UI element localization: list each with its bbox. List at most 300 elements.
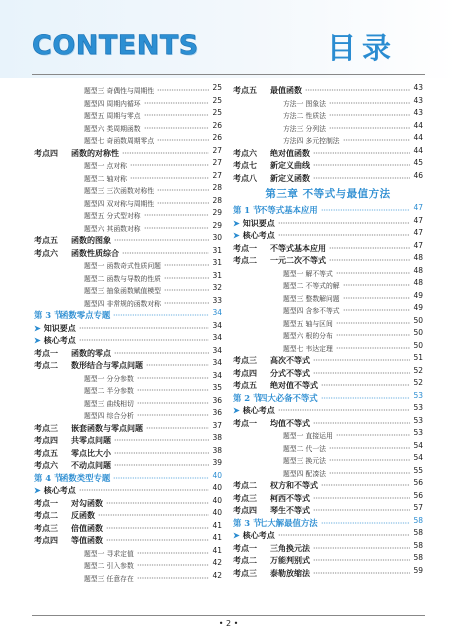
dot-leader — [146, 420, 209, 433]
toc-entry[interactable] — [34, 382, 222, 395]
dot-leader — [336, 265, 410, 278]
section-title: 函数零点专题 — [60, 310, 111, 320]
toc-entry[interactable] — [34, 432, 222, 445]
section-number: 第 3 节 — [233, 517, 262, 528]
page-ref: 34 — [211, 370, 222, 383]
toc-entry[interactable] — [34, 445, 222, 458]
toc-entry[interactable] — [34, 357, 222, 370]
dot-leader — [313, 352, 410, 365]
toc-entry-text: 方法三 分列法 — [283, 124, 326, 133]
toc-entry-number: 考点三 — [34, 422, 58, 433]
dot-leader — [329, 252, 410, 265]
toc-entry[interactable] — [233, 365, 423, 378]
arrow-icon: ➤ — [233, 230, 240, 240]
toc-entry[interactable] — [233, 390, 423, 403]
toc-entry[interactable] — [34, 407, 222, 420]
toc-entry-text: 题型五 分式型对称 — [84, 212, 141, 220]
toc-entry[interactable] — [34, 507, 222, 520]
toc-entry-number: 考点二 — [233, 555, 257, 565]
toc-entry[interactable] — [34, 420, 222, 433]
toc-entry[interactable] — [34, 257, 222, 270]
dot-leader — [313, 365, 410, 378]
page-ref: 41 — [211, 532, 222, 545]
toc-entry-text: 核心考点 — [242, 230, 275, 240]
toc-entry[interactable] — [34, 520, 222, 533]
dot-leader — [114, 457, 209, 470]
toc-left-column — [34, 82, 222, 582]
toc-entry-number: 考点一 — [233, 242, 257, 253]
toc-entry-text: 题型三 换元法 — [283, 457, 326, 465]
page-ref: 41 — [211, 520, 222, 533]
toc-entry-text: 题型一 函数奇式性质问题 — [84, 262, 161, 270]
page-ref: 52 — [412, 377, 423, 390]
toc-entry[interactable] — [34, 532, 222, 545]
toc-entry-text: 题型一 解不等式 — [283, 269, 333, 278]
toc-entry[interactable] — [233, 515, 423, 528]
toc-entry[interactable] — [233, 502, 423, 515]
toc-entry-text: 函数的零点 — [71, 347, 111, 358]
page-ref: 41 — [211, 545, 222, 558]
toc-entry[interactable] — [34, 282, 222, 295]
page-ref: 42 — [211, 570, 222, 583]
dot-leader — [79, 482, 209, 495]
toc-entry-text: 高次不等式 — [270, 355, 310, 365]
toc-entry[interactable] — [34, 545, 222, 558]
toc-entry-text: 知识要点 — [43, 322, 76, 333]
toc-entry-text: 倍值函数 — [71, 522, 103, 533]
toc-entry-number: 考点一 — [233, 542, 257, 553]
toc-entry[interactable] — [233, 440, 423, 453]
toc-entry-text: 题型一 直接运用 — [283, 432, 333, 440]
dot-leader — [321, 477, 410, 490]
dot-leader — [113, 307, 209, 320]
toc-entry[interactable] — [233, 340, 423, 353]
toc-entry[interactable] — [233, 352, 423, 365]
toc-entry-text: 方法二 性质法 — [283, 112, 326, 120]
toc-entry-text: 万能判别式 — [270, 555, 310, 565]
dot-leader — [329, 452, 410, 465]
page-ref: 49 — [412, 290, 423, 303]
toc-entry[interactable] — [233, 477, 423, 490]
toc-entry-text: 三角换元法 — [270, 542, 310, 553]
page-ref: 34 — [211, 307, 222, 320]
toc-entry-text: 题型四 综合分析 — [84, 412, 134, 420]
chapter-title: 第三章 不等式与最值方法 — [265, 188, 391, 200]
page-ref: 47 — [412, 240, 423, 253]
dot-leader — [157, 82, 209, 95]
toc-entry-text: 新定义函数 — [270, 172, 310, 183]
section-title: 七大解最值方法 — [259, 517, 318, 528]
toc-entry[interactable] — [34, 245, 222, 258]
toc-entry-text: 对勾函数 — [71, 497, 103, 508]
page-ref: 34 — [211, 357, 222, 370]
toc-entry[interactable] — [233, 95, 423, 108]
toc-entry-number: 考点三 — [34, 522, 58, 533]
toc-entry-text: 题型七 韦达定理 — [283, 344, 333, 353]
toc-entry-number: 考点三 — [233, 492, 257, 503]
page-ref: 27 — [211, 145, 222, 158]
toc-entry-text: 函数的图象 — [71, 235, 111, 245]
toc-entry-text: 题型三 抽象函数赋值模型 — [84, 287, 161, 295]
page-ref: 35 — [211, 382, 222, 395]
page-ref: 31 — [211, 270, 222, 283]
toc-entry-number: 考点四 — [34, 147, 58, 158]
page-ref: 51 — [412, 352, 423, 365]
toc-entry[interactable] — [34, 457, 222, 470]
dot-leader — [79, 320, 209, 333]
toc-entry-label — [84, 573, 134, 586]
toc-entry[interactable] — [34, 95, 222, 108]
page-ref: 56 — [412, 490, 423, 503]
toc-entry[interactable] — [233, 145, 423, 158]
page-ref: 58 — [412, 552, 423, 565]
toc-entry[interactable] — [233, 552, 423, 565]
top-divider — [32, 74, 425, 75]
toc-entry-text: 题型一 点对称 — [84, 162, 127, 170]
page-ref: 36 — [211, 407, 222, 420]
toc-entry[interactable] — [34, 120, 222, 133]
page-ref: 59 — [412, 565, 423, 578]
toc-entry-text: 题型六 类周期函数 — [84, 124, 141, 133]
page-ref: 45 — [412, 157, 423, 170]
toc-entry[interactable] — [34, 470, 222, 483]
dot-leader — [343, 132, 410, 145]
dot-leader — [336, 340, 410, 353]
dot-leader — [122, 145, 209, 158]
toc-entry-text: 零点比大小 — [71, 447, 111, 458]
dot-leader — [164, 295, 209, 308]
page-ref: 53 — [412, 427, 423, 440]
dot-leader — [278, 527, 410, 540]
dot-leader — [144, 107, 209, 120]
dot-leader — [321, 515, 410, 528]
toc-entry[interactable] — [34, 295, 222, 308]
toc-entry[interactable] — [233, 170, 423, 183]
toc-entry[interactable] — [34, 332, 222, 345]
toc-entry-number: 考点六 — [34, 460, 58, 470]
dot-leader — [164, 270, 209, 283]
page-ref: 40 — [211, 470, 222, 483]
dot-leader — [329, 465, 410, 478]
toc-entry[interactable] — [34, 307, 222, 320]
dot-leader — [98, 507, 209, 520]
toc-entry-number: 考点一 — [34, 497, 58, 508]
toc-entry-number: 考点七 — [233, 160, 257, 170]
toc-entry-label — [233, 567, 310, 580]
section-title: 不等式基本应用 — [259, 205, 318, 215]
page-ref: 58 — [412, 515, 423, 528]
toc-entry-text: 题型二 半分参数 — [84, 387, 134, 395]
toc-entry-text: 题型三 奇偶性与周期性 — [84, 87, 155, 95]
toc-entry-text: 题型四 非常规的函数对称 — [84, 299, 161, 308]
dot-leader — [137, 557, 209, 570]
toc-entry[interactable] — [233, 415, 423, 428]
toc-entry-number: 考点三 — [233, 567, 257, 578]
page-ref: 37 — [211, 420, 222, 433]
toc-entry-text: 柯西不等式 — [270, 492, 310, 503]
toc-entry[interactable] — [34, 207, 222, 220]
dot-leader — [114, 345, 209, 358]
toc-entry[interactable] — [233, 240, 423, 253]
dot-leader — [305, 82, 410, 95]
dot-leader — [336, 427, 410, 440]
page-ref: 34 — [211, 332, 222, 345]
toc-entry-label — [265, 184, 390, 204]
dot-leader — [130, 157, 209, 170]
toc-entry-text: 函数性质综合 — [71, 247, 119, 258]
page-ref: 44 — [412, 145, 423, 158]
dot-leader — [336, 327, 410, 340]
toc-entry-text: 数形结合与零点问题 — [71, 360, 143, 370]
toc-entry[interactable] — [233, 107, 423, 120]
contents-label: CONTENTS — [32, 30, 199, 61]
section-number: 第 2 节 — [233, 392, 262, 403]
toc-entry[interactable] — [34, 82, 222, 95]
toc-right-column — [233, 82, 423, 577]
dot-leader — [130, 170, 209, 183]
page-ref: 57 — [412, 502, 423, 515]
bottom-divider — [32, 615, 425, 616]
toc-entry[interactable] — [34, 132, 222, 145]
toc-entry-number: 考点八 — [233, 172, 257, 183]
dot-leader — [278, 215, 410, 228]
toc-entry[interactable] — [233, 465, 423, 478]
dot-leader — [164, 257, 209, 270]
page-ref: 54 — [412, 440, 423, 453]
dot-leader — [343, 302, 410, 315]
toc-entry-text: 题型六 其函数对称 — [84, 224, 141, 233]
dot-leader — [313, 157, 410, 170]
toc-entry[interactable] — [233, 290, 423, 303]
dot-leader — [144, 207, 209, 220]
toc-entry[interactable] — [34, 495, 222, 508]
page-ref: 27 — [211, 157, 222, 170]
dot-leader — [113, 470, 209, 483]
page-ref: 48 — [412, 265, 423, 278]
toc-entry[interactable] — [233, 527, 423, 540]
page-header — [0, 0, 457, 78]
toc-entry[interactable] — [34, 107, 222, 120]
page-ref: 49 — [412, 302, 423, 315]
dot-leader — [114, 445, 209, 458]
toc-entry[interactable] — [34, 220, 222, 233]
arrow-icon: ➤ — [34, 322, 41, 333]
page-ref: 32 — [211, 282, 222, 295]
toc-entry[interactable] — [34, 320, 222, 333]
toc-entry-text: 琴生不等式 — [270, 505, 310, 515]
toc-entry-text: 题型三 曲线相切 — [84, 399, 134, 408]
toc-entry[interactable] — [34, 182, 222, 195]
toc-entry[interactable] — [34, 482, 222, 495]
toc-entry-number: 考点二 — [233, 255, 257, 265]
toc-entry[interactable] — [34, 170, 222, 183]
dot-leader — [329, 107, 410, 120]
page-ref: 43 — [412, 82, 423, 95]
toc-entry-text: 题型六 根的分布 — [283, 332, 333, 340]
toc-entry-text: 题型四 配凑法 — [283, 469, 326, 478]
toc-entry[interactable] — [233, 132, 423, 145]
dot-leader — [122, 245, 209, 258]
page-ref: 42 — [211, 557, 222, 570]
page-ref: 39 — [211, 457, 222, 470]
dot-leader — [313, 490, 410, 503]
dot-leader — [336, 315, 410, 328]
dot-leader — [313, 145, 410, 158]
toc-entry[interactable] — [233, 315, 423, 328]
toc-entry-text: 函数的对称性 — [71, 147, 119, 158]
toc-entry-text: 绝对值不等式 — [270, 380, 318, 390]
toc-entry[interactable] — [233, 277, 423, 290]
page-title: 目录 — [327, 31, 398, 65]
page-ref: 58 — [412, 540, 423, 553]
toc-entry[interactable] — [233, 227, 423, 240]
dot-leader — [157, 195, 209, 208]
toc-entry[interactable] — [233, 540, 423, 553]
toc-entry[interactable] — [233, 82, 423, 95]
page-ref: 40 — [211, 507, 222, 520]
toc-entry-number: 考点四 — [233, 505, 257, 515]
section-number: 第 4 节 — [34, 472, 63, 483]
dot-leader — [343, 277, 410, 290]
toc-entry[interactable] — [34, 395, 222, 408]
page-ref: 40 — [211, 482, 222, 495]
toc-entry-text: 核心考点 — [242, 530, 275, 540]
page-ref: 34 — [211, 345, 222, 358]
toc-entry-number: 考点三 — [233, 355, 257, 365]
toc-entry[interactable] — [233, 252, 423, 265]
section-number: 第 3 节 — [34, 310, 63, 320]
toc-entry[interactable] — [233, 120, 423, 133]
toc-entry[interactable] — [233, 265, 423, 278]
toc-entry[interactable] — [34, 557, 222, 570]
page-ref: 27 — [211, 170, 222, 183]
dot-leader — [329, 240, 410, 253]
dot-leader — [278, 402, 410, 415]
toc-entry[interactable] — [233, 302, 423, 315]
toc-entry[interactable] — [233, 565, 423, 578]
dot-leader — [106, 495, 209, 508]
dot-leader — [313, 552, 410, 565]
page-number: • 2 • — [218, 619, 239, 628]
page-ref: 29 — [211, 220, 222, 233]
toc-entry[interactable] — [233, 452, 423, 465]
toc-entry[interactable] — [34, 370, 222, 383]
toc-entry[interactable] — [34, 145, 222, 158]
toc-entry[interactable] — [233, 327, 423, 340]
toc-entry-text: 题型四 含参不等式 — [283, 307, 340, 315]
dot-leader — [164, 282, 209, 295]
dot-leader — [137, 545, 209, 558]
page-ref: 50 — [412, 327, 423, 340]
toc-entry-text: 共零点问题 — [71, 435, 111, 445]
dot-leader — [313, 540, 410, 553]
dot-leader — [137, 395, 209, 408]
page-ref: 44 — [412, 132, 423, 145]
toc-entry[interactable] — [233, 157, 423, 170]
dot-leader — [144, 120, 209, 133]
page-ref: 38 — [211, 432, 222, 445]
toc-entry[interactable] — [34, 570, 222, 583]
toc-entry-number: 考点二 — [34, 360, 58, 370]
toc-entry-number: 考点五 — [34, 447, 58, 458]
toc-entry-text: 均值不等式 — [270, 417, 310, 428]
toc-entry[interactable] — [233, 202, 423, 215]
toc-entry-number: 考点四 — [34, 435, 58, 445]
page-ref: 52 — [412, 365, 423, 378]
dot-leader — [114, 232, 209, 245]
toc-entry[interactable] — [34, 232, 222, 245]
toc-entry[interactable] — [34, 345, 222, 358]
dot-leader — [137, 382, 209, 395]
dot-leader — [137, 407, 209, 420]
toc-entry-text: 题型二 引入参数 — [84, 562, 134, 570]
page-ref: 53 — [412, 415, 423, 428]
dot-leader — [313, 170, 410, 183]
page-ref: 29 — [211, 207, 222, 220]
toc-entry-text: 不等式基本应用 — [270, 242, 326, 253]
page-ref: 33 — [211, 295, 222, 308]
dot-leader — [146, 357, 209, 370]
toc-entry-text: 不动点问题 — [71, 460, 111, 470]
page-ref: 25 — [211, 95, 222, 108]
page-ref: 38 — [211, 445, 222, 458]
toc-entry-text: 题型五 周期与零点 — [84, 112, 141, 120]
page-ref: 56 — [412, 477, 423, 490]
toc-entry-number: 考点一 — [233, 417, 257, 428]
dot-leader — [321, 202, 410, 215]
toc-entry[interactable] — [34, 195, 222, 208]
toc-entry-text: 泰勒放缩法 — [270, 567, 310, 578]
toc-entry[interactable] — [233, 377, 423, 390]
page-ref: 28 — [211, 182, 222, 195]
toc-entry-text: 知识要点 — [242, 217, 275, 228]
page-ref: 25 — [211, 107, 222, 120]
toc-entry-text: 嵌套函数与零点问题 — [71, 422, 143, 433]
dot-leader — [329, 95, 410, 108]
section-title: 四大必备不等式 — [259, 392, 318, 403]
toc-entry[interactable] — [233, 490, 423, 503]
page-ref: 43 — [412, 95, 423, 108]
arrow-icon: ➤ — [233, 405, 240, 415]
page-ref: 25 — [211, 82, 222, 95]
page-ref: 47 — [412, 202, 423, 215]
toc-entry-text: 题型四 周期内循环 — [84, 99, 141, 108]
page-ref: 53 — [412, 402, 423, 415]
dot-leader — [313, 565, 410, 578]
toc-entry-number: 考点一 — [34, 347, 58, 358]
toc-entry[interactable] — [233, 402, 423, 415]
toc-entry[interactable] — [233, 427, 423, 440]
toc-entry-text: 方法四 多元控制法 — [283, 137, 340, 145]
page-ref: 34 — [211, 320, 222, 333]
dot-leader — [137, 570, 209, 583]
dot-leader — [313, 502, 410, 515]
page-ref: 40 — [211, 495, 222, 508]
toc-entry-number: 考点四 — [34, 535, 58, 545]
toc-entry[interactable] — [34, 157, 222, 170]
toc-entry-text: 题型三 三次函数对称性 — [84, 187, 155, 195]
toc-entry-text: 一元二次不等式 — [270, 255, 326, 265]
page-ref: 55 — [412, 465, 423, 478]
dot-leader — [137, 370, 209, 383]
toc-entry[interactable] — [34, 270, 222, 283]
dot-leader — [343, 290, 410, 303]
toc-entry[interactable] — [233, 215, 423, 228]
dot-leader — [278, 227, 410, 240]
dot-leader — [321, 377, 410, 390]
toc-entry-text: 题型一 分分参数 — [84, 374, 134, 383]
page-ref: 50 — [412, 340, 423, 353]
